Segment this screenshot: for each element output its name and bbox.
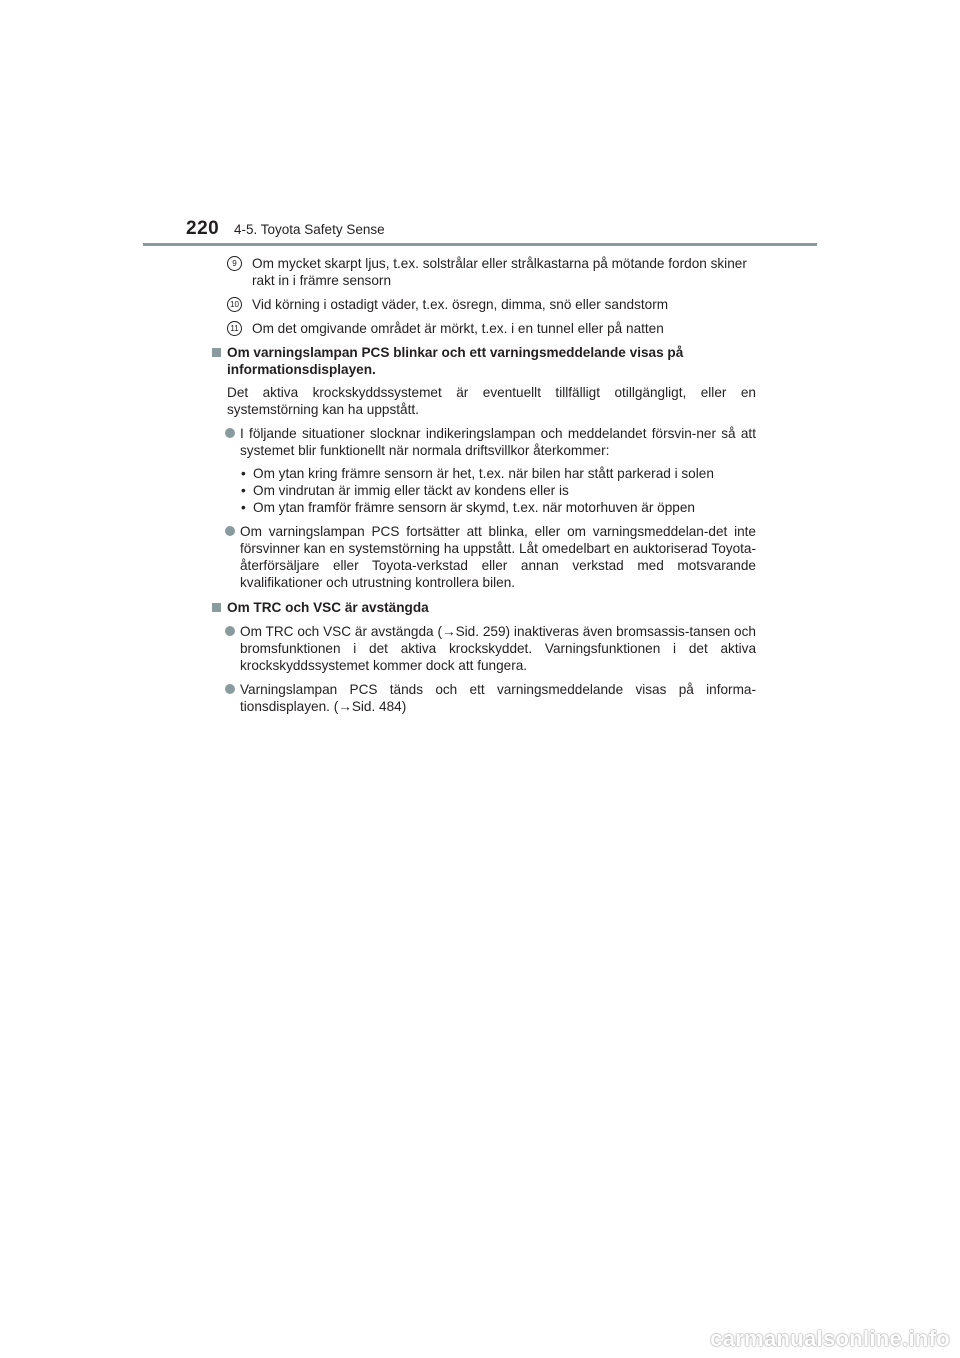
arrow-icon: → [338,699,352,714]
list-item [211,255,756,289]
circled-number-icon: 9 [227,256,242,271]
dot-bullet-icon [225,684,235,694]
list-item-text: Om mycket skarpt ljus, t.ex. solstrålar eller strålkastarna på mötande fordon skiner rakt in i främre sensorn [252,256,747,288]
square-bullet-icon [212,348,221,357]
section-heading-pcs: Om varningslampan PCS blinkar och ett varningsmeddelande visas på informationsdisplayen. [211,344,756,378]
bullet-icon: • [241,500,246,515]
sub-list-item: • Om ytan kring främre sensorn är het, t.ex. när bilen har stått parkerad i solen [241,466,714,481]
square-bullet-icon [212,603,221,612]
bullet-icon: • [241,483,246,498]
dot-list-item: Varningslampan PCS tänds och ett varningsmeddelande visas på informa-tionsdisplayen. (→Sid. 484) [211,681,756,715]
bullet-icon: • [241,466,246,481]
list-item [211,296,756,313]
watermark [0,1318,960,1358]
dot-list-item: Om varningslampan PCS fortsätter att blinka, eller om varningsmeddelan-det inte försvinner kan en systemstörning ha uppstått. Låt omedelbart en auktoriserad Toyota-återförsäljare eller Toyota-verkstad eller annan verkstad med motsvarande kvalifikationer och utrustning kontrollera bilen. [211,523,756,591]
page-number: 220 [186,218,220,239]
circled-number-icon: 11 [227,321,242,336]
sub-list-item: • Om ytan framför främre sensorn är skymd, t.ex. när motorhuven är öppen [241,500,695,515]
dot-list-item: I följande situationer slocknar indikeringslampan och meddelandet försvin-ner så att systemet blir funktionellt när normala driftsvillkor återkommer: [211,425,756,459]
dot-bullet-icon [225,626,235,636]
header-rule [143,243,817,246]
sub-list-item: • Om vindrutan är immig eller täckt av kondens eller is [241,483,569,498]
section-title: 4-5. Toyota Safety Sense [234,222,385,237]
arrow-icon: → [441,624,456,639]
section-paragraph: Det aktiva krockskyddssystemet är eventuellt tillfälligt otillgängligt, eller en systemstörning kan ha uppstått. [227,385,756,417]
list-item-text: Vid körning i ostadigt väder, t.ex. ösregn, dimma, snö eller sandstorm [252,297,669,312]
list-item [211,320,756,337]
dot-bullet-icon [225,428,235,438]
page-content [211,255,756,715]
watermark-text: carmanualsonline.info [710,1326,950,1351]
dot-list-item: Om TRC och VSC är avstängda (→Sid. 259) inaktiveras även bromsassis-tansen och bromsfunktionen i det aktiva krockskyddet. Varningsfunktionen i det aktiva krockskyddssystemet kommer dock att fungera. [211,623,756,674]
dot-bullet-icon [225,526,235,536]
section-heading-trc-vsc: Om TRC och VSC är avstängda [211,599,756,616]
list-item-text: Om det omgivande området är mörkt, t.ex. i en tunnel eller på natten [252,321,664,336]
page-reference-link: Sid. 484 [351,699,402,714]
page-reference-link: Sid. 259 [455,624,506,639]
circled-number-icon: 10 [227,297,242,312]
